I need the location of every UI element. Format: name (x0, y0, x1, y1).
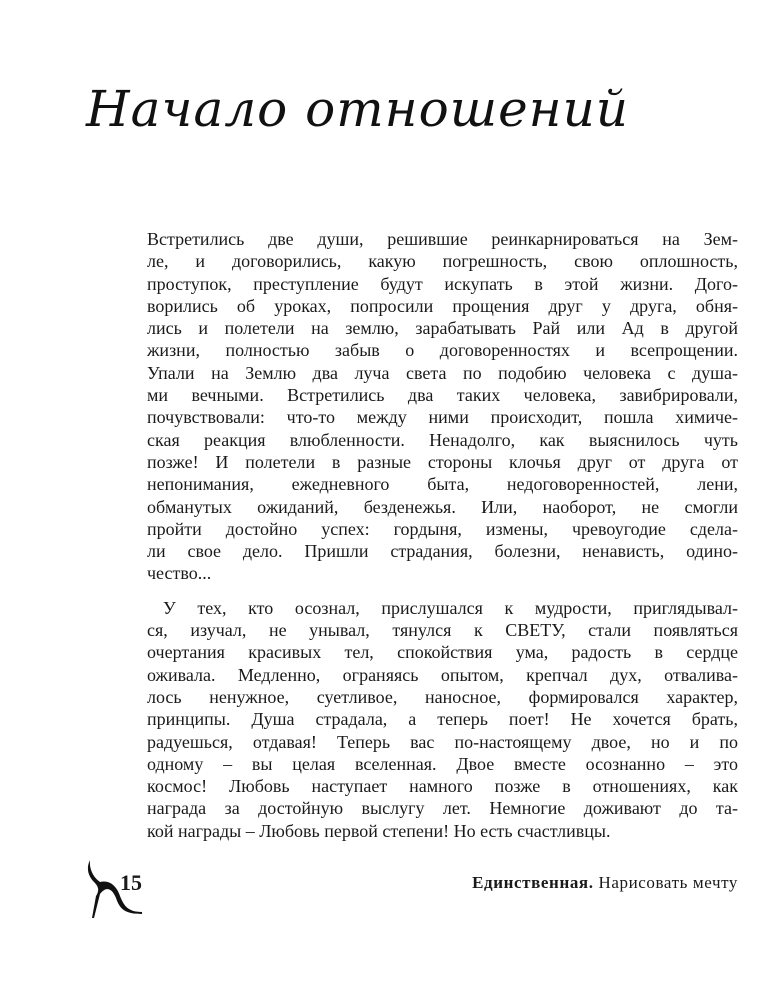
text-line: ворились об уроках, попросили прощения друг у друга, обня- (147, 295, 738, 316)
text-line: непонимания, ежедневного быта, недоговоренностей, лени, (147, 474, 738, 495)
text-line: чество... (147, 563, 212, 584)
text-line: почувствовали: что-то между ними происходит, пошла химиче- (147, 407, 738, 428)
text-line: лось ненужное, суетливое, наносное, формировался характер, (147, 686, 738, 707)
text-line: пройти достойно успех: гордыня, измены, чревоугодие сдела- (147, 518, 738, 539)
text-line: радуешься, отдавая! Теперь вас по-настоящему двое, но и по (147, 731, 738, 752)
paragraph-2 (147, 597, 738, 842)
text-line: принципы. Душа страдала, а теперь поет! Не хочется брать, (147, 709, 738, 730)
chapter-title: Начало отношений (86, 80, 630, 138)
body-text (147, 228, 738, 854)
text-line: ле, и договорились, какую погрешность, свою оплошность, (147, 251, 738, 272)
text-line: ли свое дело. Пришли страдания, болезни, ненависть, одино- (147, 541, 738, 562)
text-line: обманутых ожиданий, безденежья. Или, наоборот, не смогли (147, 496, 738, 517)
paragraph-1 (147, 228, 738, 585)
text-line: одному – вы целая вселенная. Двое вместе осознанно – это (147, 753, 738, 774)
text-line: ская реакция влюбленности. Ненадолго, как выяснилось чуть (147, 429, 738, 450)
text-line: награда за достойную выслугу лет. Немногие доживают до та- (147, 798, 738, 819)
text-line: ся, изучал, не унывал, тянулся к СВЕТУ, стали появляться (147, 620, 738, 641)
text-line: позже! И полетели в разные стороны клочья друг от друга от (147, 451, 738, 472)
text-line: очертания красивых тел, спокойствия ума, радость в сердце (147, 642, 738, 663)
text-line: кой награды – Любовь первой степени! Но есть счастливцы. (147, 820, 611, 841)
page-number: 15 (120, 870, 142, 895)
book-title: Единственная. (472, 873, 594, 892)
book-subtitle: Нарисовать мечту (598, 873, 738, 892)
text-line: лись и полетели на землю, зарабатывать Рай или Ад в другой (147, 318, 738, 339)
text-line: У тех, кто осознал, прислушался к мудрости, приглядывал- (163, 597, 738, 618)
text-line: жизни, полностью забыв о договоренностях и всепрощении. (147, 340, 738, 361)
text-line: космос! Любовь наступает намного позже в отношениях, как (147, 776, 738, 797)
text-line: ми вечными. Встретились два таких человека, завибрировали, (147, 385, 738, 406)
running-footer (472, 873, 738, 893)
text-line: Упали на Землю два луча света по подобию человека с душа- (147, 362, 738, 383)
text-line: Встретились две души, решившие реинкарнироваться на Зем- (147, 229, 738, 249)
text-line: проступок, преступление будут искупать в этой жизни. Дого- (147, 273, 738, 294)
text-line: оживала. Медленно, ограняясь опытом, крепчал дух, отвалива- (147, 664, 738, 685)
